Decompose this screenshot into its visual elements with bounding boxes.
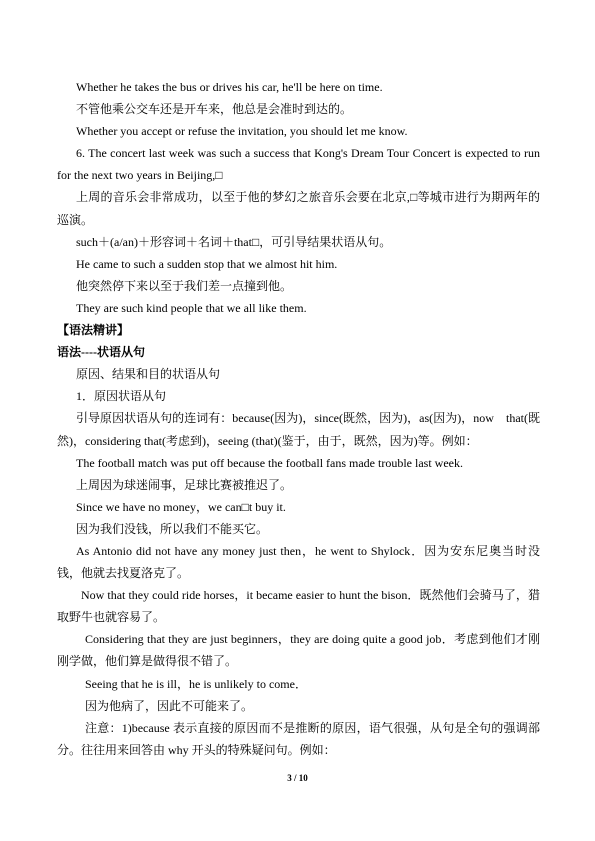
- numbered-point-sentence-continued: for the next two years in Beijing,□: [57, 168, 223, 183]
- example-sentence: He came to such a sudden stop that we almost hit him.: [76, 256, 338, 271]
- section-heading: 【语法精讲】: [57, 323, 130, 338]
- example-sentence: They are such kind people that we all like them.: [76, 300, 307, 315]
- subtopic-title: 原因、结果和目的状语从句: [76, 367, 221, 382]
- page-number: 3 / 10: [287, 773, 308, 783]
- page-content: [0, 76, 595, 761]
- example-translation: 因为我们没钱，所以我们不能买它。: [76, 521, 269, 536]
- example-sentence: Whether you accept or refuse the invitation, you should let me know.: [76, 124, 408, 139]
- note-text-continued: 分。往往用来回答由 why 开头的特殊疑问句。例如：: [57, 742, 336, 757]
- example-with-translation: As Antonio did not have any money just then，he went to Shylock．因为安东尼奥当时没: [76, 543, 540, 558]
- example-with-translation-continued: 刚学做，他们算是做得很不错了。: [57, 654, 238, 669]
- example-with-translation: Considering that they are just beginners，they are doing quite a good job．考虑到他们才刚: [85, 632, 540, 647]
- intro-text: 引导原因状语从句的连词有：because(因为)，since(既然，因为)，as(因为)，now that(既: [76, 411, 540, 426]
- example-sentence: Since we have no money，we can□t buy it.: [76, 499, 286, 514]
- example-sentence: Whether he takes the bus or drives his car, he'll be here on time.: [76, 80, 383, 94]
- example-sentence: The football match was put off because the football fans made trouble last week.: [76, 455, 463, 470]
- example-translation: 上周因为球迷闹事，足球比赛被推迟了。: [76, 477, 293, 492]
- subsection-title: 1．原因状语从句: [76, 389, 167, 404]
- example-with-translation-continued: 取野牛也就容易了。: [57, 610, 166, 625]
- grammar-rule: such＋(a/an)＋形容词＋名词＋that□，可引导结果状语从句。: [76, 234, 392, 249]
- topic-heading: 语法----状语从句: [57, 345, 145, 360]
- example-with-translation-continued: 钱，他就去找夏洛克了。: [57, 566, 190, 581]
- numbered-point-translation: 上周的音乐会非常成功，以至于他的梦幻之旅音乐会要在北京,□等城市进行为期两年的: [76, 190, 540, 205]
- example-sentence: Seeing that he is ill，he is unlikely to come．: [85, 676, 307, 691]
- example-translation: 不管他乘公交车还是开车来，他总是会准时到达的。: [76, 102, 353, 117]
- example-translation: 因为他病了，因此不可能来了。: [85, 698, 254, 713]
- intro-text-continued: 然)，considering that(考虑到)，seeing (that)(鉴于，由于，既然，因为)等。例如：: [57, 433, 478, 448]
- note-text: 注意：1)because 表示直接的原因而不是推断的原因，语气很强，从句是全句的强调部: [85, 720, 540, 735]
- numbered-point-translation-continued: 巡演。: [57, 212, 94, 227]
- numbered-point-sentence: 6. The concert last week was such a success that Kong's Dream Tour Concert is expected to run: [76, 146, 540, 161]
- example-with-translation: Now that they could ride horses，it became easier to hunt the bison．既然他们会骑马了，猎: [81, 588, 540, 603]
- example-translation: 他突然停下来以至于我们差一点撞到他。: [76, 278, 293, 293]
